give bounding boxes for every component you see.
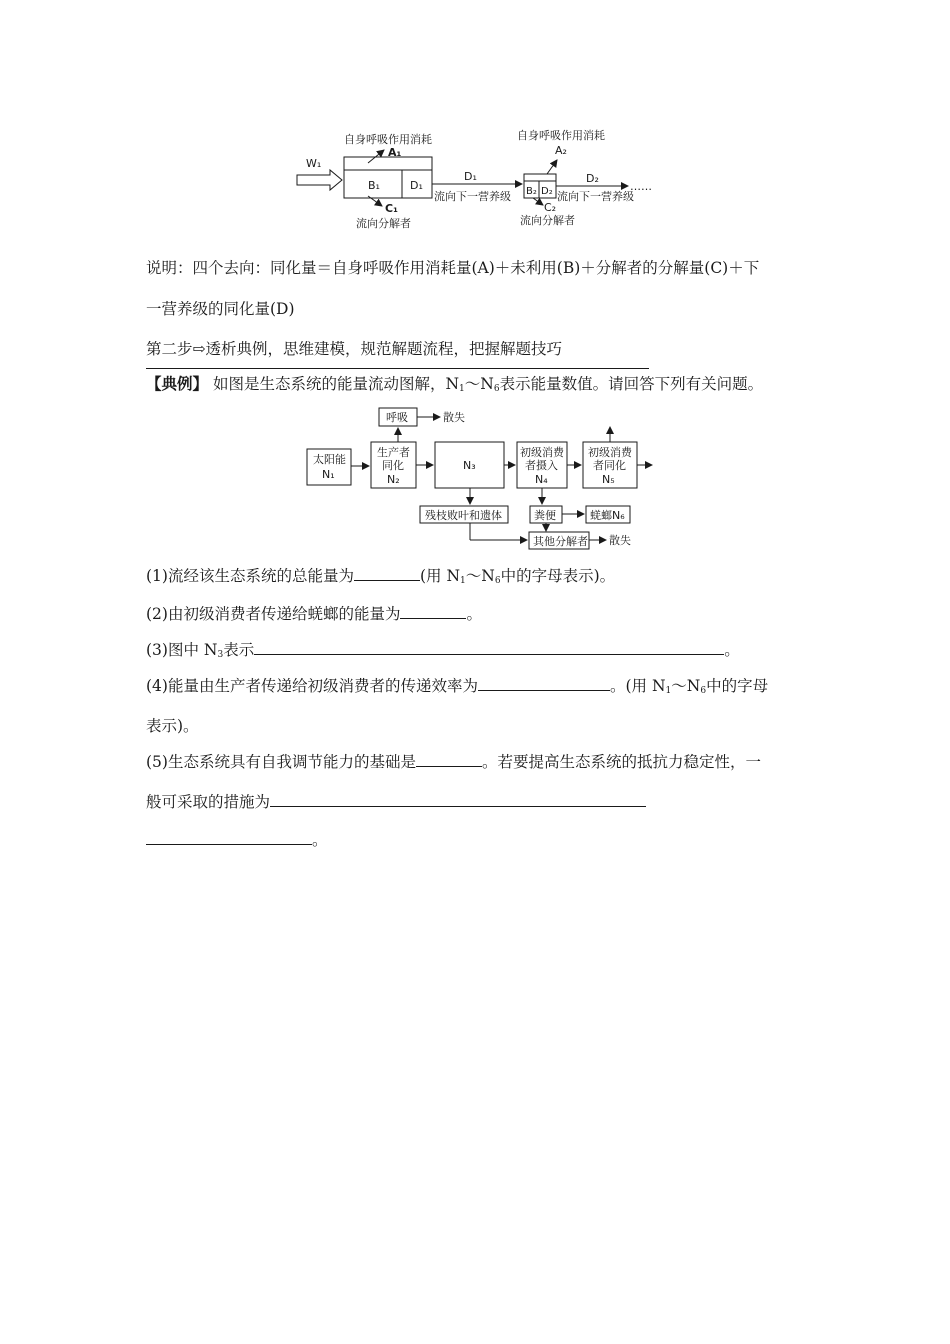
flow-next-label-1: 流向下一营养级 [434,190,511,203]
example-prompt: 【典例】 如图是生态系统的能量流动图解，$N_1\sim N_6$表示能量数值。请回答下列有关问题。 [146,374,764,394]
dissipate-label-2: 散失 [609,534,631,547]
question-3: (3)图中 $N_3$表示 。 [146,641,740,660]
dissipate-label-1: 散失 [443,411,465,424]
step-two-heading: 第二步⇨透析典例，思维建模，规范解题流程，把握解题技巧 [146,340,562,358]
other-decomposers-label: 其他分解者 [533,535,588,548]
w1-label: W₁ [306,157,322,170]
intake-label-1: 初级消费 [520,446,564,459]
n2-label: N₂ [387,473,400,486]
w1-input-arrow [297,170,342,190]
residue-label: 残枝败叶和遗体 [425,509,502,522]
d1-arrow-label: D₁ [464,170,477,183]
n4-label: N₄ [535,473,548,486]
decomposer-label-1: 流向分解者 [356,217,411,230]
b2-label: B₂ [526,186,537,197]
note-line-1: 说明：四个去向：同化量＝自身呼吸作用消耗量(A)＋未利用(B)＋分解者的分解量(C)＋下 [146,259,760,277]
answer-blank-4[interactable] [478,676,610,691]
c2-label: C₂ [544,201,557,214]
a1-label: A₁ [388,146,402,159]
d2-box-label: D₂ [541,186,553,197]
producer-label: 生产者 [377,446,410,459]
question-1: (1)流经该生态系统的总能量为 (用 $N_1\sim N_6$中的字母表示)。 [146,567,616,586]
flow-next-label-2: 流向下一营养级 [557,190,634,203]
intake-label-2: 者摄入 [525,459,558,472]
n3-label: N₃ [463,459,476,472]
d2-arrow-label: D₂ [586,172,599,185]
answer-blank-5b[interactable] [270,792,646,807]
answer-blank-2[interactable] [400,604,466,619]
answer-blank-5c[interactable] [146,830,312,845]
n5-label: N₅ [602,473,615,486]
a2-label: A₂ [555,144,567,157]
feces-label: 粪便 [534,509,556,522]
energy-destination-diagram [0,0,950,240]
answer-blank-1[interactable] [354,566,420,581]
dung-beetle-label: 蜣螂N₆ [590,509,625,522]
decomposer-label-2: 流向分解者 [520,214,575,227]
d1-box-label: D₁ [410,179,423,192]
continuation-ellipsis: …… [630,180,652,193]
assim-label-1: 初级消费 [588,446,632,459]
example-tag: 【典例】 [146,374,209,393]
section-divider [146,368,649,369]
question-4: (4)能量由生产者传递给初级消费者的传递效率为 。(用 $N_1\sim N_6$中的字母 [146,677,769,696]
ecosystem-energy-flow-diagram [0,400,950,555]
b1-label: B₁ [368,179,380,192]
respiration-label-2: 自身呼吸作用消耗 [517,129,605,142]
question-5-continued: 般可采取的措施为 [146,792,646,812]
solar-energy-label: 太阳能 [313,453,346,466]
question-4-continued: 表示)。 [146,717,199,735]
respiration-label-1: 自身呼吸作用消耗 [344,133,432,146]
question-5-end: 。 [146,830,328,850]
answer-blank-5a[interactable] [416,752,482,767]
question-5: (5)生态系统具有自我调节能力的基础是 。若要提高生态系统的抵抗力稳定性，一 [146,753,761,771]
assim-label-2: 者同化 [593,459,626,472]
assimilation-label: 同化 [382,459,404,472]
note-line-2: 一营养级的同化量(D) [146,300,295,318]
c1-label: C₁ [385,202,398,215]
n1-label: N₁ [322,468,335,481]
answer-blank-3[interactable] [254,640,724,655]
respiration-label: 呼吸 [386,411,408,424]
question-2: (2)由初级消费者传递给蜣螂的能量为 。 [146,605,482,623]
